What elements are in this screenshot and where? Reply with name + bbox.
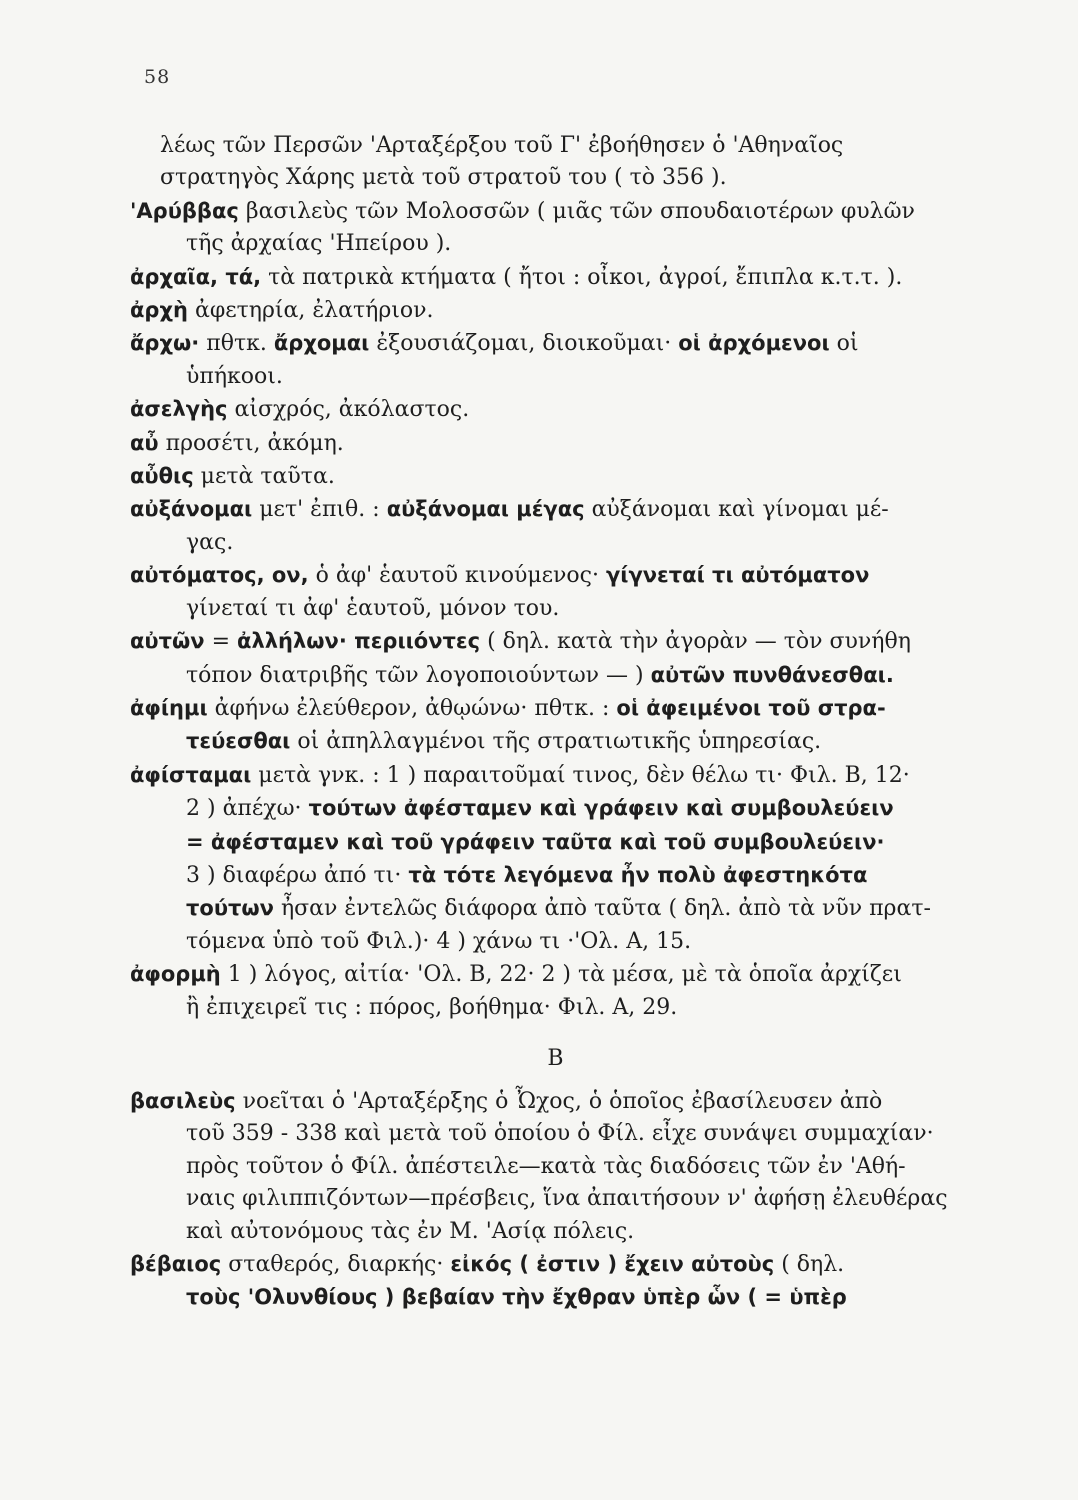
- section-letter: Β: [547, 1045, 565, 1071]
- headword: 'Αρύββας: [130, 198, 239, 223]
- dictionary-body: [130, 130, 982, 1315]
- entry-basileus: [130, 1085, 982, 1248]
- entry-continuation: [130, 130, 982, 195]
- entry-automatos: [130, 559, 982, 625]
- definition: προσέτι, ἀκόμη.: [165, 430, 344, 456]
- headword: αὖθις: [130, 464, 194, 489]
- definition: =: [211, 629, 231, 655]
- definition: βασιλεὺς τῶν Μολοσσῶν ( μιᾶς τῶν σπουδαιοτέρων φυλῶν: [245, 198, 915, 224]
- definition: τόπον διατριβῆς τῶν λογοποιούντων — ): [186, 662, 644, 688]
- entry-aphiemi: [130, 692, 982, 759]
- example-phrase: εἰκός ( ἐστιν ) ἔχειν αὐτοὺς: [450, 1252, 775, 1276]
- definition: ( δηλ. κατὰ τὴν ἀγορὰν — τὸν συνήθη: [487, 629, 911, 655]
- definition: 3 ) διαφέρω ἀπό τι·: [186, 862, 402, 888]
- definition: μετὰ γνκ. : 1 ) παραιτοῦμαί τινος, δὲν θέλω τι· Φιλ. Β, 12·: [258, 762, 910, 788]
- headword: αὐτῶν: [130, 629, 205, 654]
- example-phrase: αὐτῶν πυνθάνεσθαι.: [650, 662, 894, 687]
- definition: ἀφήνω ἐλεύθερον, ἀθῳώνω· πθτκ. :: [214, 695, 610, 721]
- entry-au: [130, 427, 982, 460]
- example-phrase: τούτων: [186, 896, 274, 921]
- headword: ἀρχὴ: [130, 298, 188, 323]
- definition: ( δηλ.: [781, 1252, 845, 1277]
- example-phrase: οἱ ἀρχόμενοι: [678, 331, 830, 356]
- entry-arybbas: [130, 195, 982, 261]
- entry-bebaios: [130, 1248, 982, 1315]
- headword: ἄρχω·: [130, 331, 200, 356]
- entry-authis: [130, 460, 982, 493]
- example-phrase: τοὺς 'Ολυνθίους ) βεβαίαν τὴν ἔχθραν ὑπὲρ ὧν ( = ὑπὲρ: [186, 1285, 847, 1310]
- headword: ἀφίημι: [130, 695, 208, 720]
- headword: αὐτόματος, ον,: [130, 563, 309, 588]
- entry-auton: [130, 625, 982, 692]
- example-phrase: γίγνεταί τι αὐτόματον: [605, 563, 870, 588]
- example-phrase: τεύεσθαι: [186, 729, 291, 754]
- definition: ἢ ἐπιχειρεῖ τις : πόρος, βοήθημα· Φιλ. Α, 29.: [186, 994, 678, 1020]
- definition: ναις φιλιππιζόντων—πρέσβεις, ἵνα ἀπαιτήσουν ν' ἀφήσῃ ἐλευθέρας: [186, 1186, 948, 1212]
- example-phrase: τὰ τότε λεγόμενα ἦν πολὺ ἀφεστηκότα: [408, 862, 868, 887]
- headword: βασιλεὺς: [130, 1088, 236, 1113]
- example-phrase: τούτων ἀφέσταμεν καὶ γράφειν καὶ συμβουλεύειν: [308, 796, 894, 821]
- definition: οἱ ἀπηλλαγμένοι τῆς στρατιωτικῆς ὑπηρεσίας.: [297, 729, 822, 755]
- definition: τόμενα ὑπὸ τοῦ Φιλ.)· 4 ) χάνω τι ·'Ολ. Α, 15.: [186, 928, 692, 954]
- definition: νοεῖται ὁ 'Αρταξέρξης ὁ Ὦχος, ὁ ὁποῖος ἐβασίλευσεν ἀπὸ: [242, 1088, 883, 1114]
- definition: πθτκ.: [206, 331, 267, 357]
- entry-aselges: [130, 393, 982, 426]
- definition: μετ' ἐπιθ. :: [259, 497, 380, 523]
- example-phrase: = ἀφέσταμεν καὶ τοῦ γράφειν ταῦτα καὶ τοῦ συμβουλεύειν·: [186, 829, 885, 854]
- definition: τῆς ἀρχαίας 'Ηπείρου ).: [186, 231, 452, 257]
- definition: ὑπήκοοι.: [186, 363, 283, 389]
- headword: αὖ: [130, 430, 159, 455]
- definition: ἐξουσιάζομαι, διοικοῦμαι·: [376, 331, 672, 357]
- headword: ἀφίσταμαι: [130, 762, 252, 787]
- headword: ἀσελγὴς: [130, 397, 228, 422]
- headword: αὐξάνομαι: [130, 497, 253, 522]
- definition: ἀφετηρία, ἐλατήριον.: [194, 298, 434, 324]
- definition: καὶ αὐτονόμους τὰς ἐν Μ. 'Ασίᾳ πόλεις.: [186, 1218, 635, 1244]
- definition: μετὰ ταῦτα.: [200, 464, 335, 490]
- definition: αὐξάνομαι καὶ γίνομαι μέ-: [591, 497, 889, 523]
- definition: οἱ: [836, 331, 859, 357]
- page-number: 58: [144, 66, 171, 88]
- headword: ἀρχαῖα, τά,: [130, 264, 262, 289]
- definition: γίνεταί τι ἀφ' ἑαυτοῦ, μόνον του.: [186, 595, 560, 621]
- definition: πρὸς τοῦτον ὁ Φίλ. ἀπέστειλε—κατὰ τὰς διαδόσεις τῶν ἐν 'Αθή-: [186, 1153, 906, 1179]
- definition: γας.: [186, 529, 234, 555]
- headword: ἀφορμὴ: [130, 962, 221, 987]
- definition: ὁ ἀφ' ἑαυτοῦ κινούμενος·: [315, 563, 599, 589]
- entry-arche: [130, 294, 982, 327]
- definition: αἰσχρός, ἀκόλαστος.: [234, 397, 470, 423]
- text-line: στρατηγὸς Χάρης μετὰ τοῦ στρατοῦ του ( τὸ 356 ).: [160, 165, 727, 191]
- entry-archaia: [130, 261, 982, 294]
- entry-aphistamai: [130, 759, 982, 958]
- entry-auxanomai: [130, 493, 982, 559]
- example-phrase: ἄρχομαι: [273, 331, 370, 356]
- entry-aphorme: [130, 958, 982, 1024]
- example-phrase: ἀλλήλων· περιιόντες: [237, 629, 481, 654]
- definition: τοῦ 359 - 338 καὶ μετὰ τοῦ ὁποίου ὁ Φίλ. εἶχε συνάψει συμμαχίαν·: [186, 1121, 934, 1147]
- headword: βέβαιος: [130, 1252, 222, 1276]
- definition: τὰ πατρικὰ κτήματα ( ἤτοι : οἶκοι, ἀγροί, ἔπιπλα κ.τ.τ. ).: [268, 264, 903, 290]
- definition: 2 ) ἀπέχω·: [186, 796, 302, 822]
- definition: 1 ) λόγος, αἰτία· 'Ολ. Β, 22· 2 ) τὰ μέσα, μὲ τὰ ὁποῖα ἀρχίζει: [227, 962, 902, 988]
- definition: ἦσαν ἐντελῶς διάφορα ἀπὸ ταῦτα ( δηλ. ἀπὸ τὰ νῦν πρατ-: [280, 896, 931, 922]
- example-phrase: αὐξάνομαι μέγας: [386, 497, 585, 522]
- entry-archo: [130, 327, 982, 393]
- text-line: λέως τῶν Περσῶν 'Αρταξέρξου τοῦ Γ' ἐβοήθησεν ὁ 'Αθηναῖος: [160, 133, 844, 158]
- example-phrase: οἱ ἀφειμένοι τοῦ στρα-: [616, 695, 886, 720]
- definition: σταθερός, διαρκής·: [228, 1252, 444, 1277]
